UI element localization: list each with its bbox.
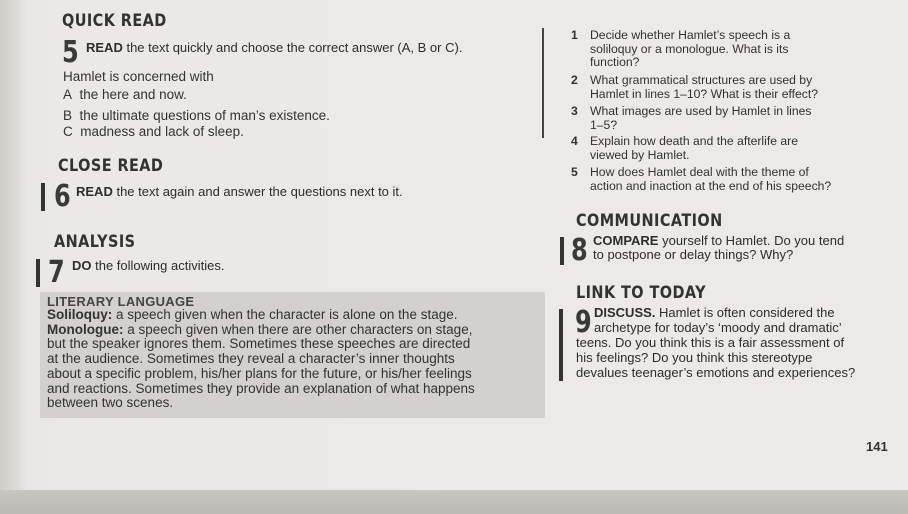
analysis-heading: ANALYSIS [54, 232, 136, 252]
page-edge-shadow [0, 490, 908, 514]
term-soliloquy: Soliloquy: [47, 307, 113, 322]
question-text [590, 135, 860, 162]
definition-monologue [47, 323, 475, 338]
question-text [590, 74, 870, 101]
quick-read-verb: READ [86, 40, 123, 55]
analysis-instruction [72, 258, 224, 273]
question-line: Explain how death and the afterlife are [590, 134, 799, 148]
link-to-today-instruction-text: Hamlet is often considered the [655, 305, 835, 320]
def-monologue: a speech given when there are other characters on stage, [123, 321, 473, 337]
instruction-line: his feelings? Do you think this stereotype [576, 350, 813, 365]
communication-verb: COMPARE [593, 233, 659, 248]
option-letter: C [63, 124, 73, 139]
quick-read-instruction-text: the text quickly and choose the correct answer (A, B or C). [122, 40, 463, 55]
activity-number-8: 8 [571, 233, 588, 268]
question-1 [571, 29, 871, 74]
column-divider [542, 28, 544, 138]
question-line: What images are used by Hamlet in lines [590, 104, 812, 118]
close-read-instruction [76, 184, 403, 199]
text-line: at the audience. Sometimes they reveal a character’s inner thoughts [47, 351, 455, 367]
literary-language-title: LITERARY LANGUAGE [47, 294, 195, 309]
question-number: 3 [571, 104, 578, 118]
option-letter: B [63, 108, 73, 123]
option-text: the here and now. [79, 87, 187, 102]
question-line: soliloquy or a monologue. What is its [590, 41, 789, 56]
activity-number-5: 5 [62, 35, 79, 70]
question-number: 1 [571, 28, 578, 42]
question-number: 2 [571, 73, 578, 87]
link-to-today-instruction-top [594, 305, 842, 335]
question-line: How does Hamlet deal with the theme of [590, 165, 809, 179]
question-2 [571, 74, 871, 104]
option-letter: A [63, 87, 73, 102]
link-to-today-heading: LINK TO TODAY [576, 283, 707, 303]
analysis-instruction-text: the following activities. [91, 258, 225, 273]
quick-read-stem: Hamlet is concerned with [63, 69, 214, 84]
question-line: Decide whether Hamlet’s speech is a [590, 28, 791, 42]
question-line: viewed by Hamlet. [590, 147, 690, 162]
question-line: 1–5? [590, 117, 618, 132]
close-read-instruction-text: the text again and answer the questions next to it. [112, 184, 403, 199]
literary-language-text [47, 308, 475, 411]
close-read-verb: READ [76, 184, 113, 199]
close-read-heading: CLOSE READ [58, 156, 164, 176]
text-line: between two scenes. [47, 395, 174, 411]
quick-read-instruction [86, 40, 462, 55]
definition-soliloquy [47, 308, 475, 323]
activity-bar [560, 237, 564, 265]
instruction-line [593, 234, 844, 248]
option-text: madness and lack of sleep. [80, 124, 244, 139]
page-number: 141 [866, 439, 888, 454]
instruction-line: to postpone or delay things? Why? [593, 247, 794, 262]
text-line: and reactions. Sometimes they provide an explanation of what happens [47, 380, 475, 396]
question-line: What grammatical structures are used by [590, 73, 813, 87]
activity-bar [559, 309, 563, 381]
instruction-line: devalues teenager’s emotions and experiences? [576, 365, 856, 380]
question-line: Hamlet in lines 1–10? What is their effect? [590, 86, 819, 101]
text-line: about a specific problem, his/her plans for the future, or his/her feelings [47, 365, 472, 381]
term-monologue: Monologue: [47, 321, 124, 337]
communication-heading: COMMUNICATION [576, 211, 723, 231]
question-text [590, 166, 880, 193]
question-3 [571, 105, 871, 135]
instruction-line [594, 305, 842, 320]
option-c [63, 123, 244, 140]
communication-instruction [593, 234, 844, 262]
link-to-today-instruction-body [576, 335, 855, 380]
option-a [63, 86, 187, 103]
activity-bar [41, 183, 45, 211]
activity-number-7: 7 [48, 255, 65, 290]
link-to-today-verb: DISCUSS. [594, 305, 656, 320]
question-text [590, 105, 860, 132]
activity-bar [36, 259, 40, 287]
instruction-line: archetype for today’s ‘moody and dramatic’ [594, 320, 842, 335]
activity-number-9: 9 [575, 305, 592, 340]
question-line: function? [590, 55, 640, 69]
question-5 [571, 166, 881, 196]
text-line: but the speaker ignores them. Sometimes these speeches are directed [47, 336, 471, 352]
def-soliloquy: a speech given when the character is alone on the stage. [112, 307, 458, 322]
analysis-verb: DO [72, 258, 92, 273]
question-4 [571, 135, 871, 165]
option-b [63, 107, 330, 124]
question-line: action and inaction at the end of his speech? [590, 178, 832, 193]
option-text: the ultimate questions of man’s existence. [79, 108, 330, 123]
question-text [590, 29, 860, 70]
question-number: 5 [571, 165, 578, 179]
instruction-line: teens. Do you think this is a fair assessment of [576, 335, 845, 350]
quick-read-heading: QUICK READ [62, 11, 167, 31]
question-number: 4 [571, 134, 578, 148]
activity-number-6: 6 [54, 179, 71, 214]
communication-instruction-text: yourself to Hamlet. Do you tend [658, 233, 845, 248]
